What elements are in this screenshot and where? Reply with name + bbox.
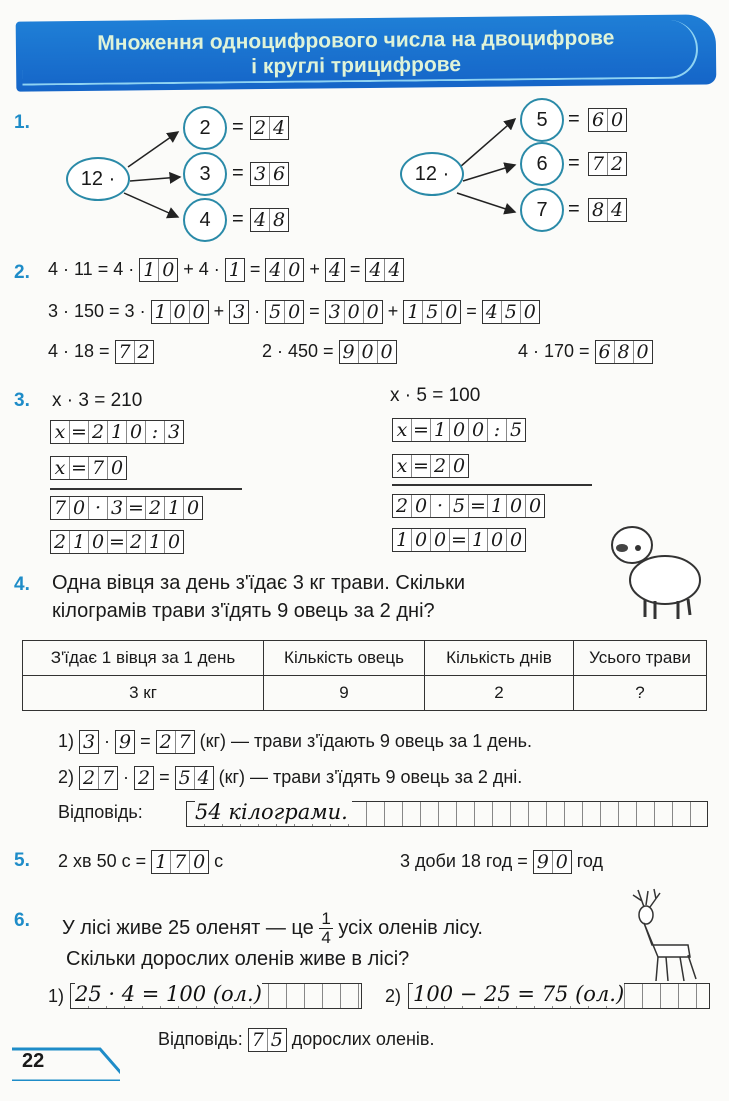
task-5-number: 5.: [14, 850, 30, 871]
task-1-right-factor: 6: [520, 142, 564, 186]
task-3-right-step-1: x = 1 0 0 : 5: [392, 418, 526, 442]
page-title: [16, 25, 696, 82]
task-6-number: 6.: [14, 910, 30, 931]
answer-box[interactable]: 1 0: [139, 258, 178, 282]
task-4-step-2: 2) 2 7 · 2 = 5 4 (кг) — трави з'їдять 9 овець за 2 дні.: [58, 766, 523, 789]
task-6-step-2-label: 2): [385, 986, 402, 1006]
task-4-text-line-2: кілограмів трави з'їдять 9 овець за 2 дні?: [52, 600, 435, 622]
title-line-2: і круглі трицифрове: [251, 53, 462, 79]
answer-box[interactable]: 4 0: [265, 258, 304, 282]
divider-line: [392, 484, 592, 486]
answer-box[interactable]: 5 0: [265, 300, 304, 324]
answer-box[interactable]: 7 5: [248, 1028, 287, 1052]
table-header-cell: Усього трави: [574, 641, 707, 676]
title-banner: [16, 14, 717, 91]
answer-box[interactable]: 3: [229, 300, 249, 324]
task-3-left-equation: x · 3 = 210: [52, 390, 143, 411]
task-4-answer: [58, 802, 143, 823]
task-4-text-line-1: Одна вівця за день з'їдає 3 кг трави. Скільки: [52, 572, 466, 594]
table-header-cell: Кількість овець: [264, 641, 425, 676]
answer-box[interactable]: 6 0: [588, 108, 627, 132]
table-cell: 9: [264, 676, 425, 711]
table-header-cell: З'їдає 1 вівця за 1 день: [23, 641, 264, 676]
equals-sign: =: [232, 208, 244, 230]
table-row: [23, 676, 707, 711]
answer-box[interactable]: 2 7: [156, 730, 195, 754]
answer-box[interactable]: 1 0 0: [151, 300, 209, 324]
task-4-number: 4.: [14, 574, 30, 595]
equals-sign: =: [568, 198, 580, 220]
table-header-cell: Кількість днів: [425, 641, 574, 676]
answer-box[interactable]: 2: [134, 766, 154, 790]
answer-box[interactable]: 1: [225, 258, 245, 282]
answer-box[interactable]: 2 4: [250, 116, 289, 140]
task-6-step-1-field[interactable]: 25 · 4 = 100 (ол.): [70, 983, 362, 1009]
answer-box[interactable]: 7 2: [588, 152, 627, 176]
task-3-left-step-2: x = 7 0: [50, 456, 127, 480]
answer-box[interactable]: 4: [325, 258, 345, 282]
task-2-row-3c: 4 · 170 = 6 8 0: [518, 340, 653, 364]
table-cell: 3 кг: [23, 676, 264, 711]
answer-box[interactable]: 3 0 0: [325, 300, 383, 324]
task-1-right-factor: 5: [520, 98, 564, 142]
fraction: $\frac{1}{4}$: [321, 909, 331, 947]
task-6-step-2-field[interactable]: 100 − 25 = 75 (ол.): [408, 983, 710, 1009]
answer-box[interactable]: 4 5 0: [482, 300, 540, 324]
equals-sign: =: [232, 116, 244, 138]
sheep-icon: [600, 515, 720, 625]
answer-box[interactable]: 9 0 0: [339, 340, 397, 364]
task-2-row-3b: 2 · 450 = 9 0 0: [262, 340, 397, 364]
table-cell: 2: [425, 676, 574, 711]
answer-box[interactable]: 6 8 0: [595, 340, 653, 364]
task-4-answer-field[interactable]: 54 кілограми.: [186, 801, 708, 827]
task-2-row-3a: 4 · 18 = 7 2: [48, 340, 154, 364]
page-number: 22: [22, 1050, 45, 1072]
task-3-left-check-2: 2 1 0 = 2 1 0: [50, 530, 184, 554]
task-3-left-check-1: 7 0 · 3 = 2 1 0: [50, 496, 203, 520]
task-1-right-factor: 7: [520, 188, 564, 232]
answer-box[interactable]: 7 2: [115, 340, 154, 364]
title-line-1: Множення одноцифрового числа на двоцифрове: [97, 26, 615, 55]
task-1-left-factor: 2: [183, 106, 227, 150]
answer-box[interactable]: 8 4: [588, 198, 627, 222]
task-1-left-factor: 3: [183, 152, 227, 196]
task-2-number: 2.: [14, 262, 30, 283]
answer-box[interactable]: 4 8: [250, 208, 289, 232]
task-6-step-1-label: 1): [48, 986, 65, 1006]
answer-box[interactable]: 9 0: [533, 850, 572, 874]
task-1-left-base: 12 ·: [66, 157, 130, 201]
task-6-question: Скільки дорослих оленів живе в лісі?: [66, 948, 410, 970]
answer-box[interactable]: 1 5 0: [403, 300, 461, 324]
task-4-table: [22, 640, 707, 711]
task-2-row-2: 3 · 150 = 3 · 1 0 0 + 3 · 5 0 = 3 0 0 + 1 5 0 = 4 5 0: [48, 300, 540, 324]
table-header-row: [23, 641, 707, 676]
answer-box[interactable]: 3: [79, 730, 99, 754]
task-5-left: 2 хв 50 с = 1 7 0 с: [58, 850, 224, 873]
task-3-number: 3.: [14, 390, 30, 411]
task-3-right-step-2: x = 2 0: [392, 454, 469, 478]
task-2-row-1: 4 · 11 = 4 · 1 0 + 4 · 1 = 4 0 + 4 = 4 4: [48, 258, 404, 282]
task-3-right-equation: x · 5 = 100: [390, 385, 481, 406]
task-1-left-factor: 4: [183, 198, 227, 242]
task-1-number: 1.: [14, 112, 30, 133]
equals-sign: =: [232, 162, 244, 184]
equals-sign: =: [568, 152, 580, 174]
divider-line: [50, 488, 242, 490]
task-1-right-base: 12 ·: [400, 152, 464, 196]
task-3-right-check-2: 1 0 0 = 1 0 0: [392, 528, 526, 552]
table-cell: ?: [574, 676, 707, 711]
deer-icon: [618, 885, 708, 985]
task-5-right: 3 доби 18 год = 9 0 год: [400, 850, 604, 873]
answer-label: Відповідь:: [58, 802, 143, 822]
answer-box[interactable]: 2 7: [79, 766, 118, 790]
answer-box[interactable]: 9: [115, 730, 135, 754]
task-3-left-step-1: x = 2 1 0 : 3: [50, 420, 184, 444]
answer-box[interactable]: 5 4: [175, 766, 214, 790]
task-4-step-1: 1) 3 · 9 = 2 7 (кг) — трави з'їдають 9 овець за 1 день.: [58, 730, 533, 753]
task-6-text: У лісі живе 25 оленят — це $\frac{1}{4}$ усіх оленів лісу.: [62, 909, 483, 947]
answer-box[interactable]: 1 7 0: [151, 850, 209, 874]
task-6-answer: Відповідь: 7 5 дорослих оленів.: [158, 1028, 435, 1051]
equals-sign: =: [568, 108, 580, 130]
answer-box[interactable]: 3 6: [250, 162, 289, 186]
task-3-right-check-1: 2 0 · 5 = 1 0 0: [392, 494, 545, 518]
answer-box[interactable]: 4 4: [365, 258, 404, 282]
